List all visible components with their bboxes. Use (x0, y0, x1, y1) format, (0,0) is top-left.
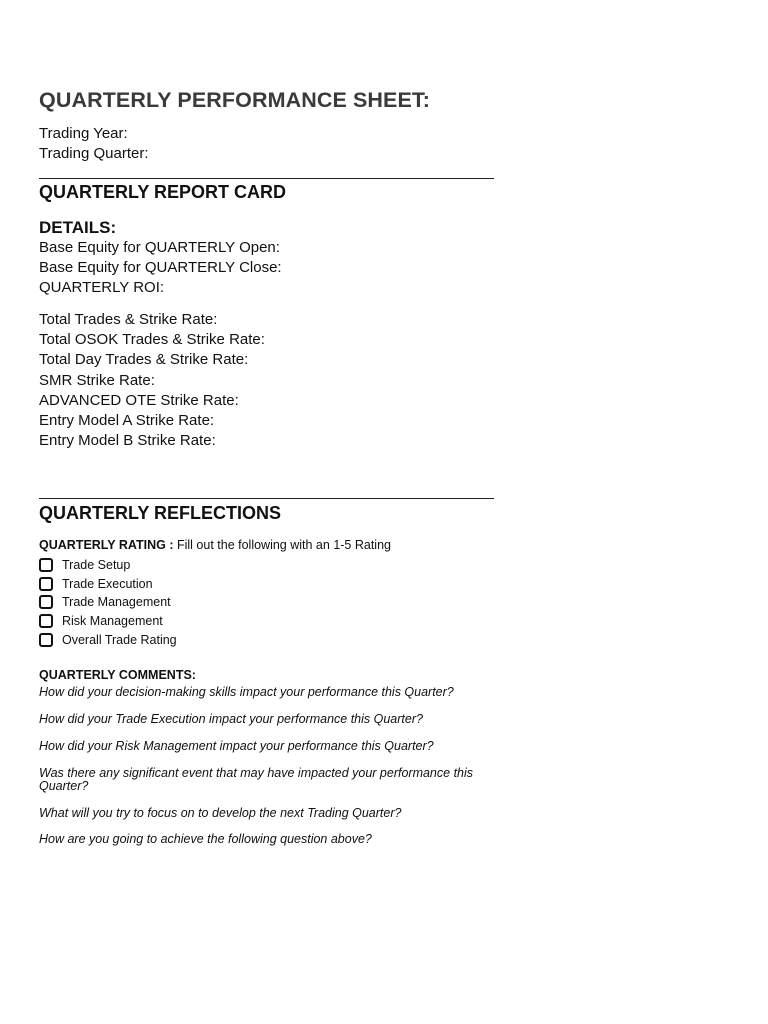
entry-model-a-label: Entry Model A Strike Rate: (39, 412, 215, 430)
rating-list (39, 556, 177, 649)
rating-item-label: Risk Management (62, 614, 163, 629)
rating-checkbox[interactable] (39, 614, 53, 628)
question-risk-management: How did your Risk Management impact your performance this Quarter? (39, 739, 434, 753)
rating-item-label: Overall Trade Rating (62, 632, 177, 647)
smr-rate-label: SMR Strike Rate: (39, 371, 155, 389)
reflections-heading: QUARTERLY REFLECTIONS (39, 503, 282, 523)
rating-item-risk-management (39, 612, 177, 631)
rating-checkbox[interactable] (39, 558, 53, 572)
rating-item-label: Trade Setup (62, 558, 131, 573)
question-decision-making: How did your decision-making skills impact your performance this Quarter? (39, 685, 454, 699)
rating-checkbox[interactable] (39, 577, 53, 591)
rating-item-overall (39, 630, 177, 649)
rating-item-trade-execution (39, 575, 177, 594)
rating-item-label: Trade Management (62, 595, 171, 610)
report-card-heading: QUARTERLY REPORT CARD (39, 182, 287, 202)
divider (39, 178, 494, 179)
comments-heading: QUARTERLY COMMENTS: (39, 668, 196, 682)
meta-fields (39, 124, 149, 164)
divider (39, 498, 494, 499)
equity-close-label: Base Equity for QUARTERLY Close: (39, 259, 282, 277)
rating-instruction (39, 538, 391, 552)
total-trades-label: Total Trades & Strike Rate: (39, 311, 218, 328)
day-trades-label: Total Day Trades & Strike Rate: (39, 351, 249, 369)
page-title: QUARTERLY PERFORMANCE SHEET: (39, 88, 431, 112)
rating-checkbox[interactable] (39, 595, 53, 609)
entry-model-b-label: Entry Model B Strike Rate: (39, 432, 216, 450)
rating-checkbox[interactable] (39, 633, 53, 647)
rating-instruction-text: Fill out the following with an 1-5 Rating (176, 538, 391, 552)
equity-fields (39, 238, 282, 299)
strike-rate-fields (39, 310, 265, 451)
question-next-focus: What will you try to focus on to develop the next Trading Quarter? (39, 806, 402, 820)
details-heading: DETAILS: (39, 218, 117, 237)
question-trade-execution: How did your Trade Execution impact your performance this Quarter? (39, 712, 423, 726)
question-achieve: How are you going to achieve the following question above? (39, 832, 372, 846)
question-significant-event: Was there any significant event that may have impacted your performance this Quarter? (39, 766, 474, 793)
rating-item-trade-management (39, 593, 177, 612)
trading-quarter-label: Trading Quarter: (39, 145, 149, 163)
rating-label: QUARTERLY RATING : (39, 538, 174, 552)
roi-label: QUARTERLY ROI: (39, 279, 165, 297)
rating-item-label: Trade Execution (62, 576, 153, 591)
rating-item-trade-setup (39, 556, 177, 575)
ote-rate-label: ADVANCED OTE Strike Rate: (39, 391, 239, 409)
trading-year-label: Trading Year: (39, 125, 128, 142)
osok-trades-label: Total OSOK Trades & Strike Rate: (39, 331, 265, 349)
equity-open-label: Base Equity for QUARTERLY Open: (39, 239, 280, 256)
